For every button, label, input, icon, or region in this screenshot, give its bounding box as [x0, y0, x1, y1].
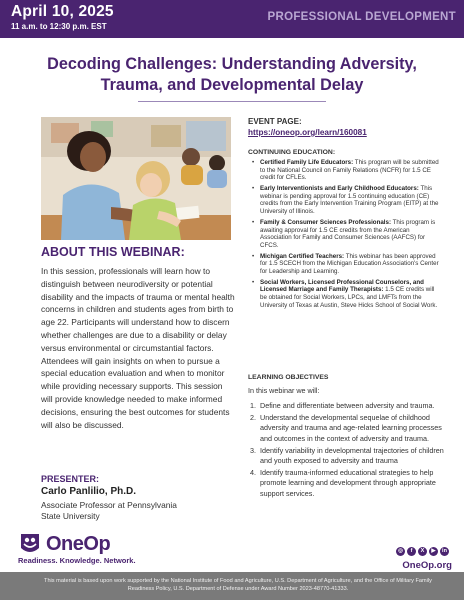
list-item: [250, 446, 446, 466]
funding-footer: [0, 572, 464, 600]
event-page-link[interactable]: https://oneop.org/learn/160081: [248, 128, 367, 137]
item-number: 2.: [250, 413, 256, 423]
learning-objectives-heading: LEARNING OBJECTIVES: [248, 374, 329, 381]
presenter-heading: PRESENTER:: [41, 474, 100, 484]
learning-objectives-intro: In this webinar we will:: [248, 386, 320, 395]
title-line-2: Trauma, and Developmental Delay: [100, 76, 364, 94]
youtube-icon[interactable]: ▶: [429, 547, 438, 556]
item-number: 1.: [250, 401, 256, 410]
logo-wordmark: OneOp: [46, 533, 111, 555]
objective-text: Understand the developmental sequelae of childhood adversity and trauma and age-related learning processes and outcomes in the context of adversity and trauma.: [260, 413, 442, 443]
website-link[interactable]: OneOp.org: [402, 560, 452, 571]
title-divider: [138, 101, 326, 102]
ce-label: Certified Family Life Educators:: [260, 159, 354, 166]
header-banner: [0, 0, 464, 38]
list-item: [250, 468, 446, 499]
list-item: [252, 219, 442, 249]
about-description: In this session, professionals will learn how to distinguish between neurodiversity or potential disability and the impacts of trauma or mental health concerns in children and students ages from birth to age 22. Participants will understand how to discern whether challenges are due to a disability or delay versus environmental or circumstantial factors. Attendees will gain insights on when to pursue a special education evaluation and when to monitor while providing necessary supports. This session will provide knowledge needed to make informed decisions, ensuring the best outcomes for students will also be discussed.: [41, 266, 235, 430]
list-item: [250, 413, 446, 444]
ce-text: This program will be submitted to the National Council on Family Relations (NCFR) for 1.5 CE credit for CFLEs.: [260, 159, 439, 182]
ce-text: This webinar is pending approval for 1.5 continuing education (CE) credits from the Early Intervention Training Program (EITP) at the University of Illinois.: [260, 185, 439, 215]
objective-text: Define and differentiate between adversity and trauma.: [260, 401, 435, 410]
logo-tagline: Readiness. Knowledge. Network.: [18, 556, 136, 565]
presenter-title: [41, 500, 221, 522]
list-item: [250, 401, 446, 411]
objective-text: Identify variability in developmental trajectories of children and youth exposed to adversity and trauma: [260, 445, 444, 466]
ce-text: 1.5 CE credits will be obtained for Social Workers, LPCs, and LMFTs from the University of Texas at Austin, Steve Hicks School of Social Work.: [260, 286, 438, 309]
event-page-heading: EVENT PAGE:: [248, 117, 302, 126]
item-number: 3.: [250, 445, 256, 455]
category-tag: PROFESSIONAL DEVELOPMENT: [267, 11, 456, 23]
linkedin-icon[interactable]: in: [440, 547, 449, 556]
continuing-education-list: [252, 159, 442, 313]
presenter-role-line-2: State University: [41, 511, 100, 521]
list-item: [252, 185, 442, 215]
instagram-icon[interactable]: ◎: [396, 547, 405, 556]
oneop-logo-icon: [18, 532, 42, 556]
ce-label: Michigan Certified Teachers:: [260, 252, 345, 260]
learning-objectives-list: [250, 401, 446, 501]
ce-text: This program is awaiting approval for 1.5 CE credits from the American Association for Family and Consumer Sciences (AAFCS) for CFCS.: [260, 218, 436, 249]
facebook-icon[interactable]: f: [407, 547, 416, 556]
event-date: April 10, 2025: [11, 3, 114, 20]
item-number: 4.: [250, 468, 256, 478]
list-item: [252, 279, 442, 309]
ce-label: Family & Consumer Sciences Professionals:: [260, 218, 392, 226]
event-time: 11 a.m. to 12:30 p.m. EST: [11, 22, 107, 31]
list-item: [252, 253, 442, 276]
objective-text: Identify trauma-informed educational strategies to help promote learning and development through appropriate support services.: [260, 468, 436, 498]
classroom-photo-image: [41, 117, 231, 240]
presenter-name: Carlo Panlilio, Ph.D.: [41, 486, 137, 497]
ce-text: This webinar has been approved for 1.5 SCECH from the Michigan Education Association's Center for Leadership and Learning.: [260, 252, 439, 275]
funding-statement: This material is based upon work supported by the National Institute of Food and Agriculture, U.S. Department of Agriculture, and the Office of Military Family Readiness Policy, U.S. Department of Defense under Award Number 2023-48770-41333.: [44, 578, 432, 592]
x-icon[interactable]: X: [418, 547, 427, 556]
presenter-role-line-1: Associate Professor at Pennsylvania: [41, 500, 177, 510]
page-title: [20, 54, 444, 96]
classroom-photo: [41, 117, 231, 240]
title-line-1: Decoding Challenges: Understanding Adversity,: [47, 55, 417, 73]
ce-label: Social Workers, Licensed Professional Counselors, and Licensed Marriage and Family Therapists:: [260, 278, 424, 294]
continuing-education-heading: CONTINUING EDUCATION:: [248, 149, 336, 156]
about-heading: ABOUT THIS WEBINAR:: [41, 245, 185, 259]
ce-label: Early Interventionists and Early Childhood Educators:: [260, 185, 419, 193]
list-item: [252, 159, 442, 182]
